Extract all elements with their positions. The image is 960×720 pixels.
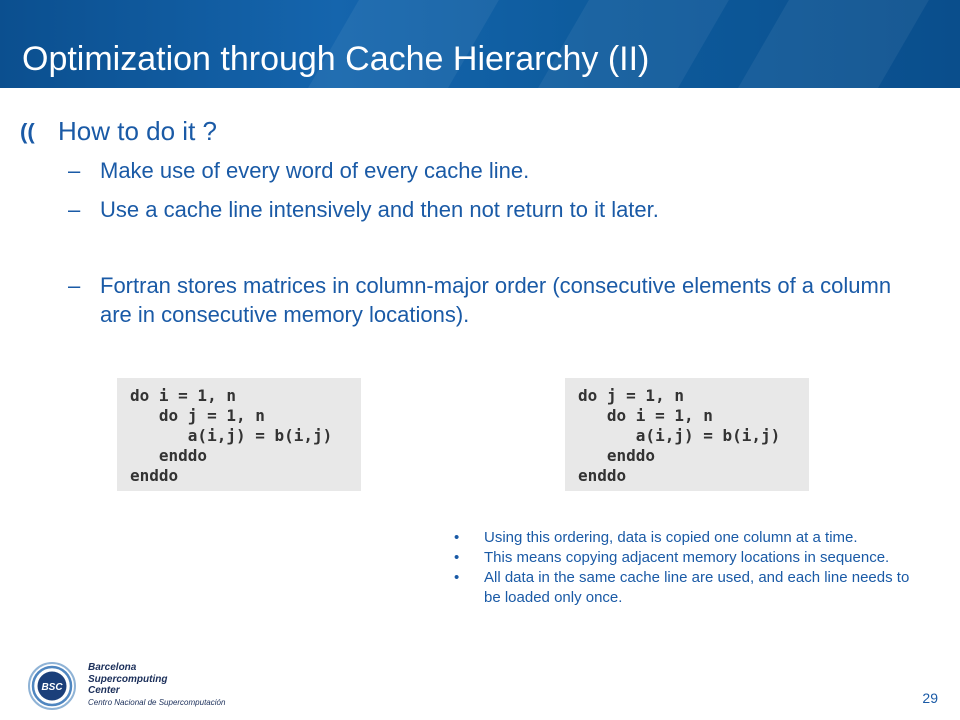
sub-bullet <box>68 156 928 185</box>
note-text: This means copying adjacent memory locations in sequence. <box>484 549 890 566</box>
logo-badge-text: BSC <box>41 682 63 693</box>
bullet-dot: • <box>454 569 460 586</box>
code-snippet-column-major <box>565 378 809 491</box>
sub-bullet <box>68 195 928 224</box>
code-line: enddo <box>578 446 656 465</box>
notes-list <box>454 528 914 608</box>
code-line: a(i,j) = b(i,j) <box>578 426 781 445</box>
logo-subtitle: Centro Nacional de Supercomputación <box>88 697 226 707</box>
bsc-logo-icon <box>29 663 75 709</box>
logo-line: Barcelona <box>88 662 137 673</box>
header-stripe <box>708 0 952 88</box>
logo-line: Center <box>88 685 120 696</box>
title-bar <box>0 0 960 88</box>
code-line: do j = 1, n <box>578 386 684 405</box>
dash-marker: – <box>68 158 81 183</box>
code-line: do i = 1, n <box>130 386 236 405</box>
sub-bullet <box>68 271 928 329</box>
list-item <box>454 528 914 548</box>
double-paren-bullet-icon: (( <box>20 118 35 144</box>
code-line: do j = 1, n <box>130 406 265 425</box>
dash-marker: – <box>68 273 81 298</box>
slide-title: Optimization through Cache Hierarchy (II) <box>22 40 650 78</box>
code-line: do i = 1, n <box>578 406 713 425</box>
note-text: Using this ordering, data is copied one column at a time. <box>484 529 858 546</box>
list-item <box>454 548 914 568</box>
page-number: 29 <box>922 690 938 706</box>
code-line: enddo <box>130 466 179 485</box>
dash-marker: – <box>68 197 81 222</box>
logo-wordmark <box>88 662 225 708</box>
bullet-dot: • <box>454 549 460 566</box>
sub-bullet-text: Make use of every word of every cache line. <box>100 158 530 183</box>
sub-bullet-text: Fortran stores matrices in column-major order (consecutive elements of a column are in consecutive memory locations). <box>100 273 892 327</box>
main-bullet-text: How to do it ? <box>58 116 217 146</box>
code-line: a(i,j) = b(i,j) <box>130 426 333 445</box>
code-line: enddo <box>130 446 208 465</box>
sub-bullet-text: Use a cache line intensively and then not return to it later. <box>100 197 659 222</box>
list-item <box>454 568 914 608</box>
main-bullet <box>20 116 217 147</box>
bullet-dot: • <box>454 529 460 546</box>
code-snippet-row-major <box>117 378 361 491</box>
code-line: enddo <box>578 466 627 485</box>
logo-line: Supercomputing <box>88 673 168 685</box>
note-text: All data in the same cache line are used, and each line needs to be loaded only once. <box>484 569 910 606</box>
